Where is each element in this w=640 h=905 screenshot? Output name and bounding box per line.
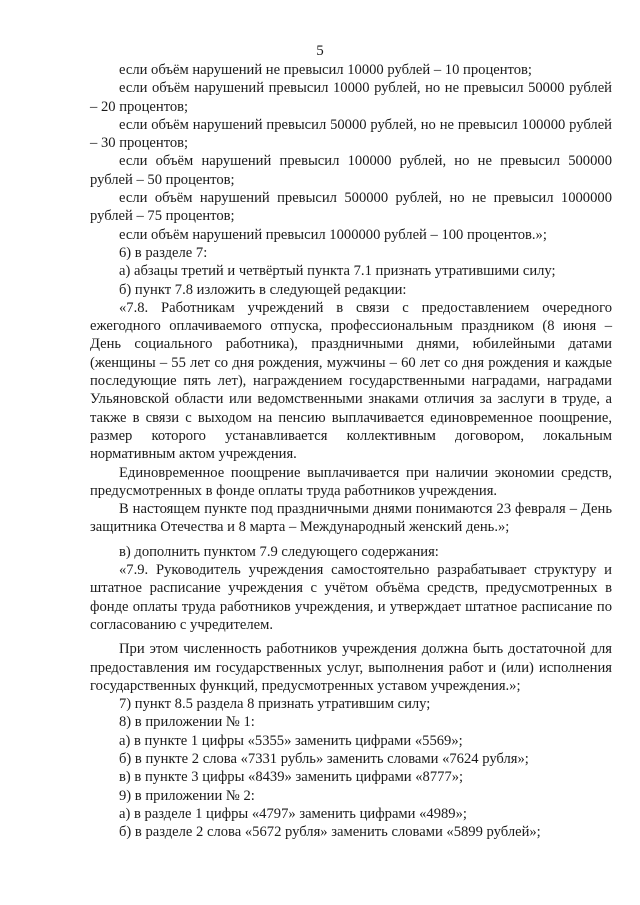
paragraph: 8) в приложении № 1:: [119, 714, 255, 731]
paragraph: если объём нарушений превысил 10000 рублей, но не превысил 50000 рублей – 20 процентов;: [90, 80, 612, 115]
paragraph: а) абзацы третий и четвёртый пункта 7.1 признать утратившими силу;: [119, 263, 556, 280]
paragraph: «7.8. Работникам учреждений в связи с предоставлением очередного ежегодного оплачиваемого отпуска, профессиональным праздником (8 июня – День социального работника), праздничными днями, юбилейными датами (женщины – 55 лет со дня рождения, мужчины – 60 лет со дня рождения и каждые последующие пять лет), награждением государственными наградами, наградами Ульяновской области или ведомственными знаками отличия за заслуги в труде, а также в связи с выходом на пенсию выплачивается единовременное поощрение, размер которого устанавливается коллективным договором, локальным нормативным актом учреждения.: [90, 299, 612, 463]
paragraph: если объём нарушений превысил 500000 рублей, но не превысил 1000000 рублей – 75 процентов;: [90, 190, 612, 225]
paragraph: а) в разделе 1 цифры «4797» заменить цифрами «4989»;: [119, 805, 467, 822]
paragraph: в) в пункте 3 цифры «8439» заменить цифрами «8777»;: [119, 769, 464, 786]
paragraph: если объём нарушений превысил 50000 рублей, но не превысил 100000 рублей – 30 процентов;: [90, 116, 612, 152]
paragraph: если объём нарушений превысил 1000000 рублей – 100 процентов.»;: [119, 226, 547, 243]
paragraph: б) в пункте 2 слова «7331 рубль» заменить словами «7624 рубля»;: [119, 750, 529, 767]
paragraph: если объём нарушений превысил 100000 рублей, но не превысил 500000 рублей – 50 процентов;: [90, 153, 612, 188]
paragraph: если объём нарушений не превысил 10000 рублей – 10 процентов;: [119, 62, 532, 78]
paragraph: При этом численность работников учреждения должна быть достаточной для предоставления им государственных услуг, выполнения работ и (или) исполнения государственных функций, предусмотренных уставом учреждения.»;: [90, 641, 612, 694]
paragraph: 9) в приложении № 2:: [119, 787, 255, 804]
paragraph: 6) в разделе 7:: [119, 244, 208, 261]
paragraph: б) в разделе 2 слова «5672 рубля» заменить словами «5899 рублей»;: [119, 824, 541, 841]
page-number: 5: [316, 43, 324, 59]
paragraph: б) пункт 7.8 изложить в следующей редакции:: [119, 281, 407, 298]
paragraph: Единовременное поощрение выплачивается при наличии экономии средств, предусмотренных в фонде оплаты труда работников учреждения.: [90, 464, 612, 499]
paragraph: а) в пункте 1 цифры «5355» заменить цифрами «5569»;: [119, 732, 463, 749]
paragraph: «7.9. Руководитель учреждения самостоятельно разрабатывает структуру и штатное расписание учреждения с учётом объёма средств, предусмотренных в фонде оплаты труда работников учреждения, и утверждает штатное расписание по согласованию с учредителем.: [90, 562, 612, 633]
paragraph: в) дополнить пунктом 7.9 следующего содержания:: [119, 543, 439, 560]
document-body: [90, 61, 612, 841]
paragraph: В настоящем пункте под праздничными днями понимаются 23 февраля – День защитника Отечества и 8 марта – Международный женский день.»;: [90, 501, 612, 536]
paragraph: 7) пункт 8.5 раздела 8 признать утратившим силу;: [119, 696, 431, 713]
